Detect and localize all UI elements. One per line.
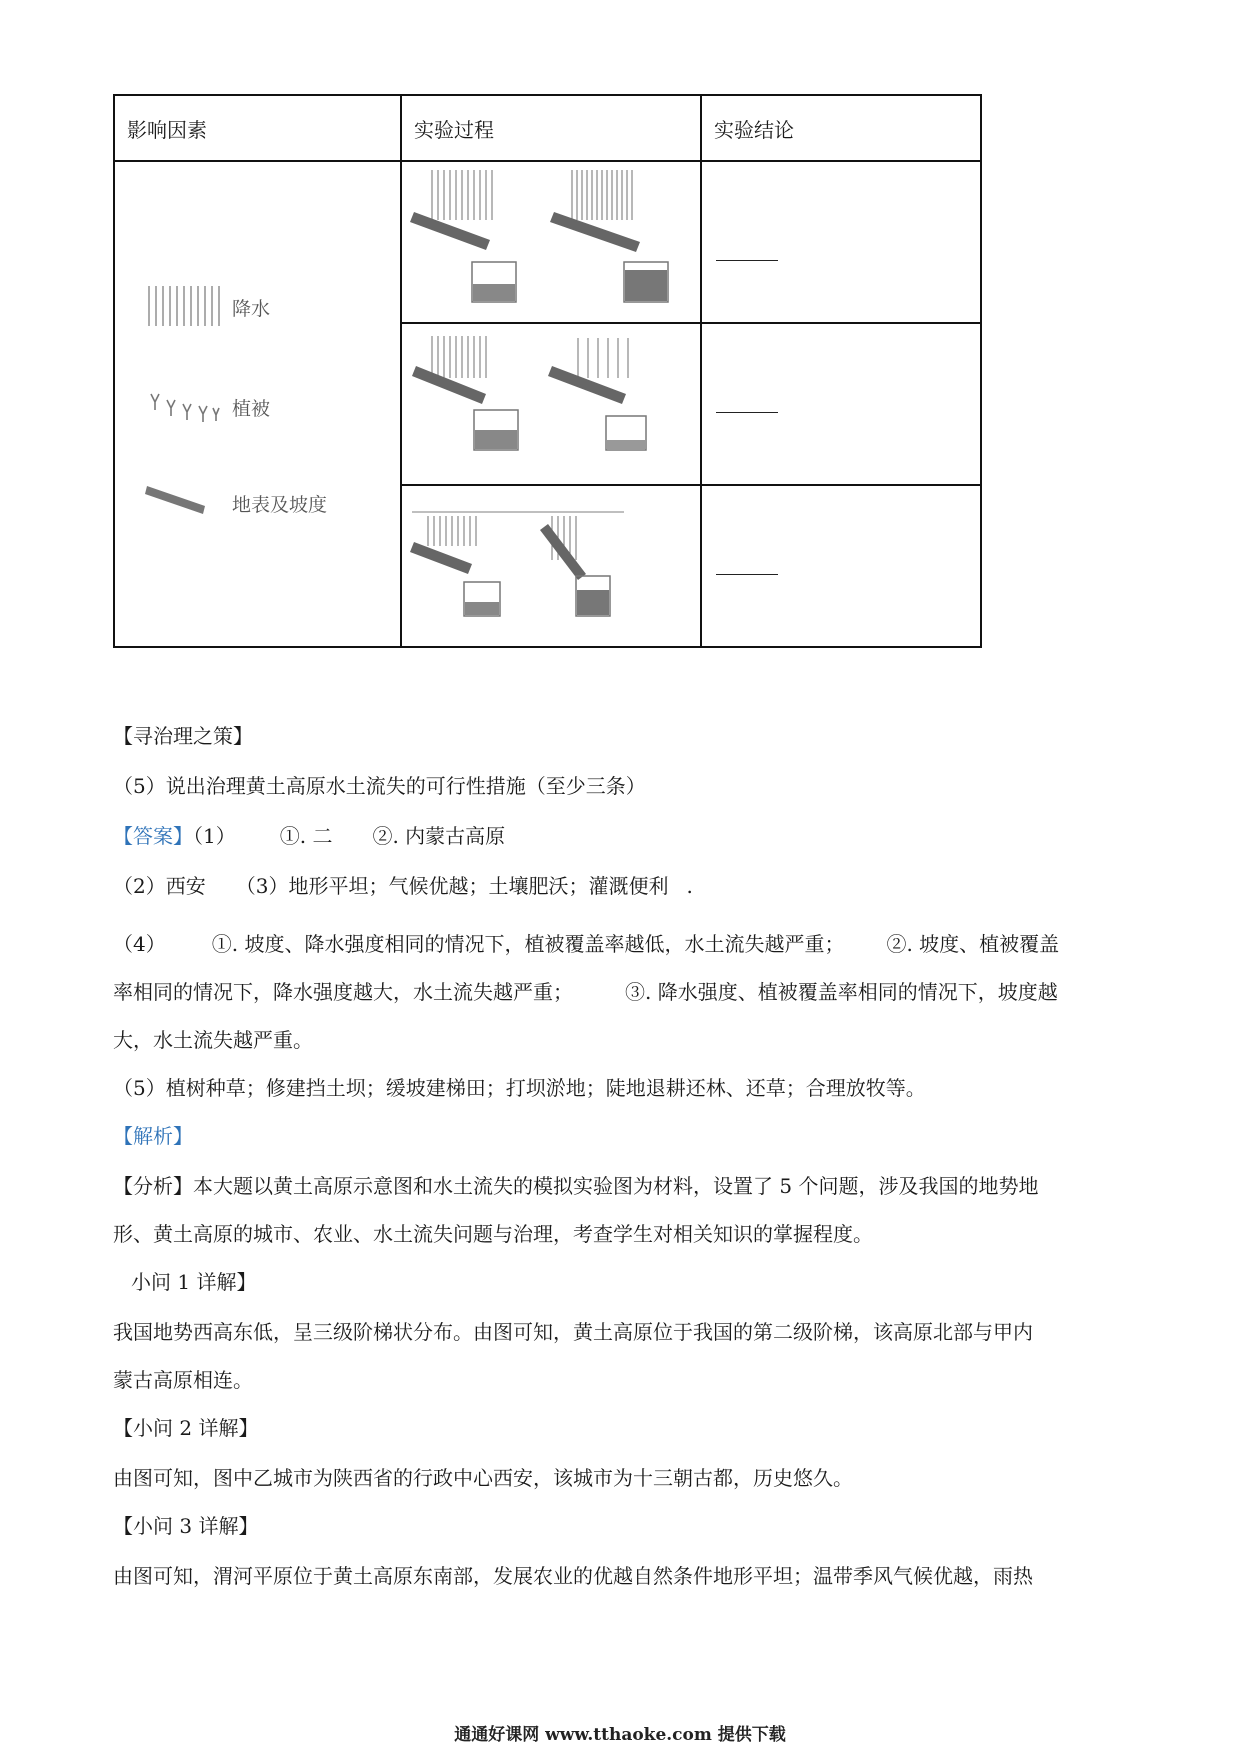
- detail-1-text-1: 我国地势西高东低，呈三级阶梯状分布。由图可知，黄土高原位于我国的第二级阶梯，该高原北部与甲内: [113, 1320, 1033, 1344]
- analysis-intro-2: 形、黄土高原的城市、农业、水土流失问题与治理，考查学生对相关知识的掌握程度。: [113, 1222, 873, 1246]
- legend-rain-label: 降水: [232, 298, 271, 320]
- answer-line-6: （5）植树种草；修建挡土坝；缓坡建梯田；打坝淤地；陡地退耕还林、还草；合理放牧等。: [113, 1076, 926, 1100]
- rain-icon: [145, 284, 235, 328]
- detail-1-text-2: 蒙古高原相连。: [113, 1368, 253, 1392]
- experiment-vegetation-illustration: [402, 324, 698, 480]
- vegetation-icon: [145, 384, 225, 424]
- question-5: （5）说出治理黄土高原水土流失的可行性措施（至少三条）: [113, 774, 646, 798]
- experiment-rain-illustration: [402, 162, 698, 318]
- detail-1-title: 小问 1 详解】: [131, 1270, 257, 1294]
- answer-line-4: 率相同的情况下，降水强度越大，水土流失越严重； ③. 降水强度、植被覆盖率相同的情况下，坡度越: [113, 980, 1058, 1004]
- analysis-label: 【解析】: [113, 1124, 193, 1148]
- process-cell-2: [401, 323, 701, 485]
- process-cell-3: [401, 485, 701, 647]
- conclusion-cell-1: [701, 161, 981, 323]
- process-cell-1: [401, 161, 701, 323]
- table-header-row: [114, 95, 981, 161]
- conclusion-cell-2: [701, 323, 981, 485]
- detail-2-text: 由图可知，图中乙城市为陕西省的行政中心西安，该城市为十三朝古都，历史悠久。: [113, 1466, 853, 1490]
- experiment-table: [113, 94, 982, 648]
- answer-line-5: 大，水土流失越严重。: [113, 1028, 313, 1052]
- factor-legend-cell: [114, 161, 401, 647]
- answer-line-3: （4） ①. 坡度、降水强度相同的情况下，植被覆盖率越低，水土流失越严重； ②. 坡度、植被覆盖: [113, 932, 1060, 956]
- answer-line-2: （2）西安 （3）地形平坦；气候优越；土壤肥沃；灌溉便利 .: [113, 874, 693, 898]
- legend-vegetation-label: 植被: [232, 398, 271, 420]
- page-footer: 通通好课网 www.tthaoke.com 提供下载: [454, 1725, 786, 1745]
- answer-blank: [716, 260, 778, 261]
- section-title: 【寻治理之策】: [113, 724, 253, 748]
- answer-label: 【答案】: [113, 824, 193, 848]
- experiment-slope-illustration: [402, 486, 698, 642]
- header-conclusion: 实验结论: [701, 95, 981, 161]
- detail-2-title: 【小问 2 详解】: [113, 1416, 259, 1440]
- answer-line-1: 【答案】（1） ①. 二 ②. 内蒙古高原: [113, 824, 506, 848]
- detail-3-text: 由图可知，渭河平原位于黄土高原东南部，发展农业的优越自然条件地形平坦；温带季风气候优越，雨热: [113, 1564, 1033, 1588]
- analysis-intro-1: 【分析】本大题以黄土高原示意图和水土流失的模拟实验图为材料，设置了 5 个问题，涉及我国的地势地: [113, 1174, 1039, 1198]
- header-factor: 影响因素: [114, 95, 401, 161]
- header-process: 实验过程: [401, 95, 701, 161]
- detail-3-title: 【小问 3 详解】: [113, 1514, 259, 1538]
- conclusion-cell-3: [701, 485, 981, 647]
- slope-icon: [143, 480, 209, 520]
- answer-blank: [716, 412, 778, 413]
- legend-slope-label: 地表及坡度: [232, 494, 328, 516]
- answer-blank: [716, 574, 778, 575]
